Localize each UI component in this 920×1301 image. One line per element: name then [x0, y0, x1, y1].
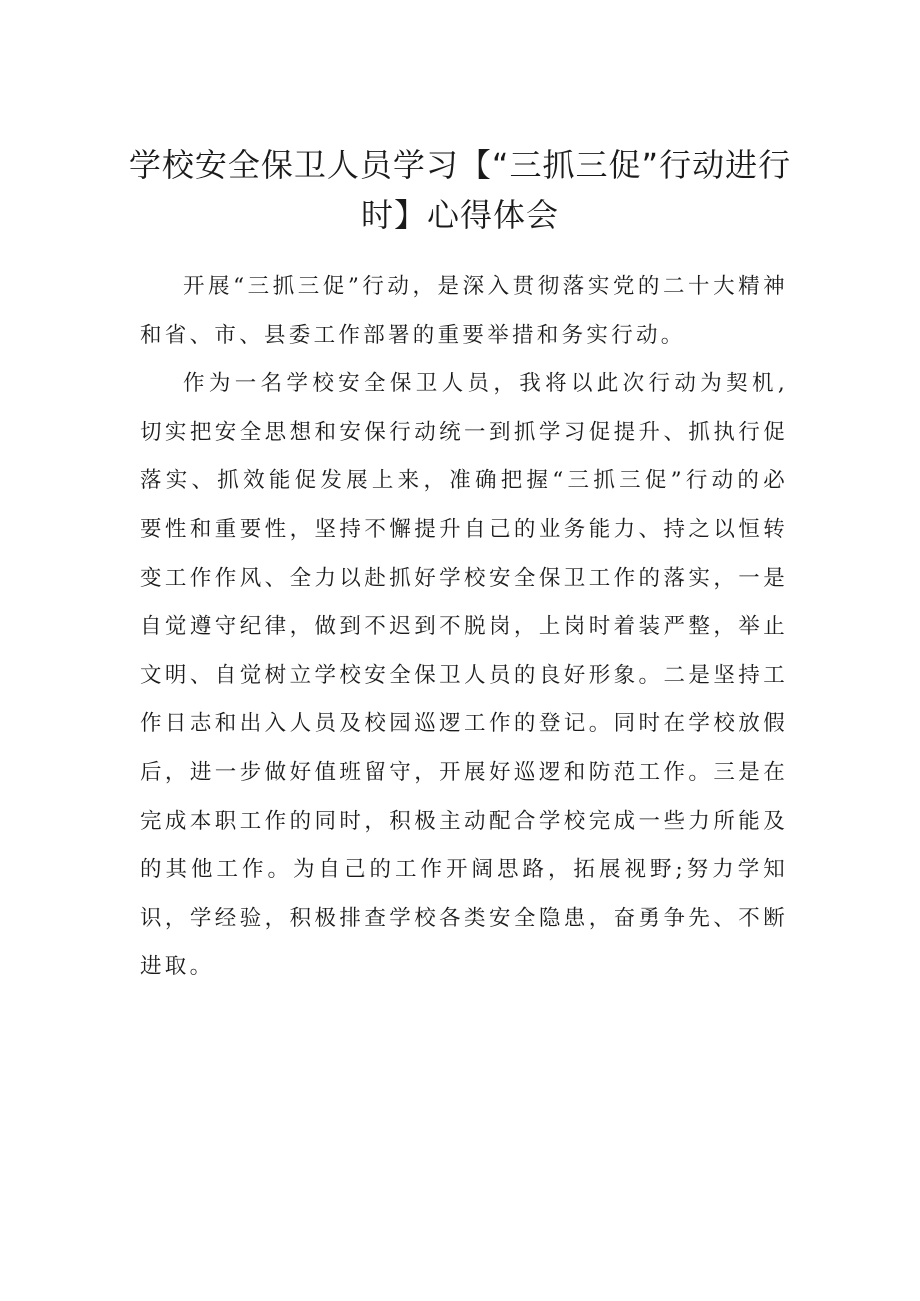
document-title: 学校安全保卫人员学习【“三抓三促”行动进行时】心得体会 — [128, 146, 792, 234]
document-body — [140, 263, 788, 992]
paragraph-1: 开展“三抓三促”行动，是深入贯彻落实党的二十大精神和省、市、县委工作部署的重要举措和务实行动。 — [140, 274, 788, 348]
paragraph-2: 作为一名学校安全保卫人员，我将以此次行动为契机,切实把安全思想和安保行动统一到抓学习促提升、抓执行促落实、抓效能促发展上来，准确把握“三抓三促”行动的必要性和重要性，坚持不懈提升自己的业务能力、持之以恒转变工作作风、全力以赴抓好学校安全保卫工作的落实，一是自觉遵守纪律，做到不迟到不脱岗，上岗时着装严整，举止文明、自觉树立学校安全保卫人员的良好形象。二是坚持工作日志和出入人员及校园巡逻工作的登记。同时在学校放假后，进一步做好值班留守，开展好巡逻和防范工作。三是在完成本职工作的同时，积极主动配合学校完成一些力所能及的其他工作。为自己的工作开阔思路，拓展视野;努力学知识，学经验，积极排查学校各类安全隐患，奋勇争先、不断进取。 — [140, 371, 788, 980]
